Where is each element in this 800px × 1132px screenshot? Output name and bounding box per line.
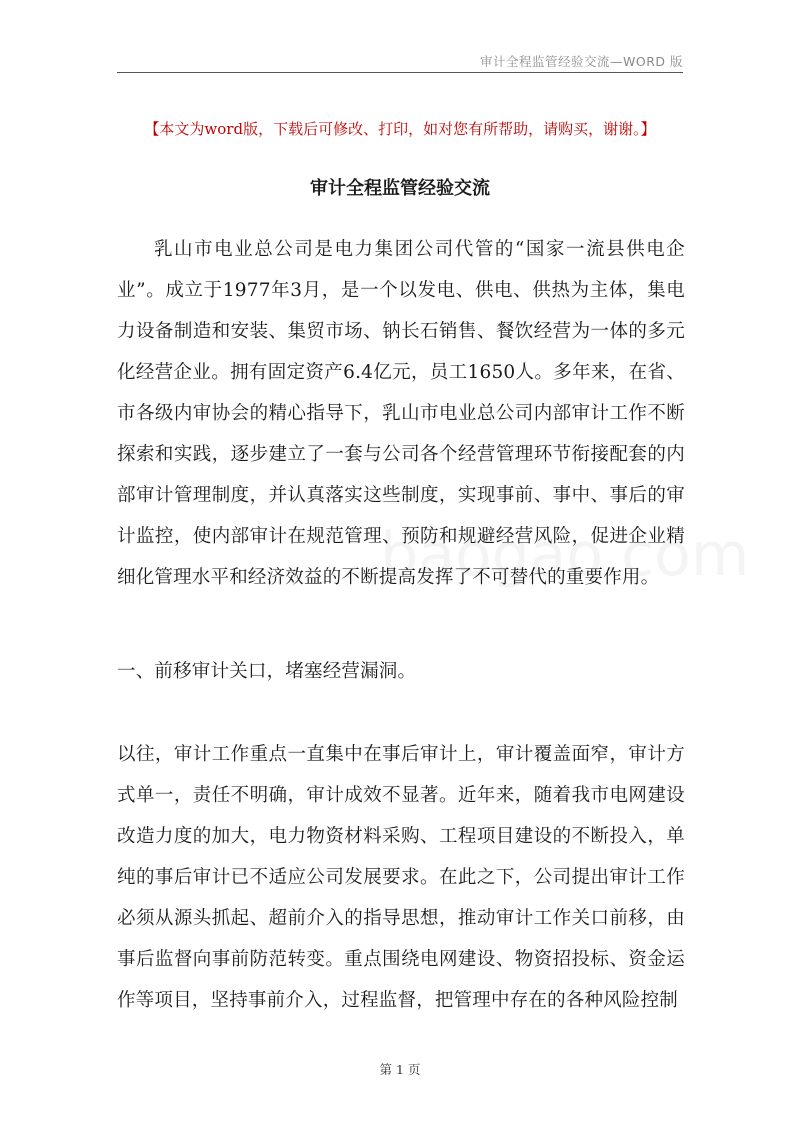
document-title: 审计全程监管经验交流 [310,178,490,199]
watermark [380,520,749,590]
header-divider [117,72,683,73]
page-number: 第 1 页 [379,1062,421,1077]
download-notice: 【本文为word版，下载后可修改、打印，如对您有所帮助，请购买，谢谢。】 [144,120,656,138]
paragraph-intro: 乳山市电业总公司是电力集团公司代管的“国家一流县供电企业”。成立于1977年3月，是一个以发电、供电、供热为主体，集电力设备制造和安装、集贸市场、钠长石销售、餐饮经营为一体的多元化经营企业。拥有固定资产6.4亿元，员工1650人。多年来，在省、市各级内审协会的精心指导下，乳山市电业总公司内部审计工作不断探索和实践，逐步建立了一套与公司各个经营管理环节衔接配套的内部审计管理制度，并认真落实这些制度，实现事前、事中、事后的审计监控，使内部审计在规范管理、预防和规避经营风险，促进企业精细化管理水平和经济效益的不断提高发挥了不可替代的重要作用。 [117,239,685,588]
running-header: 审计全程监管经验交流—WORD 版 [480,54,683,69]
section-heading: 一、前移审计关口，堵塞经营漏洞。 [117,661,417,682]
paragraph-section-1: 以往，审计工作重点一直集中在事后审计上，审计覆盖面窄，审计方式单一，责任不明确，审计成效不显著。近年来，随着我市电网建设改造力度的加大，电力物资材料采购、工程项目建设的不断投入，单纯的事后审计已不适应公司发展要求。在此之下，公司提出审计工作必须从源头抓起、超前介入的指导思想，推动审计工作关口前移，由事后监督向事前防范转变。重点围绕电网建设、物资招投标、资金运作等项目，坚持事前介入，过程监督，把管理中存在的各种风险控制 [117,744,685,1011]
